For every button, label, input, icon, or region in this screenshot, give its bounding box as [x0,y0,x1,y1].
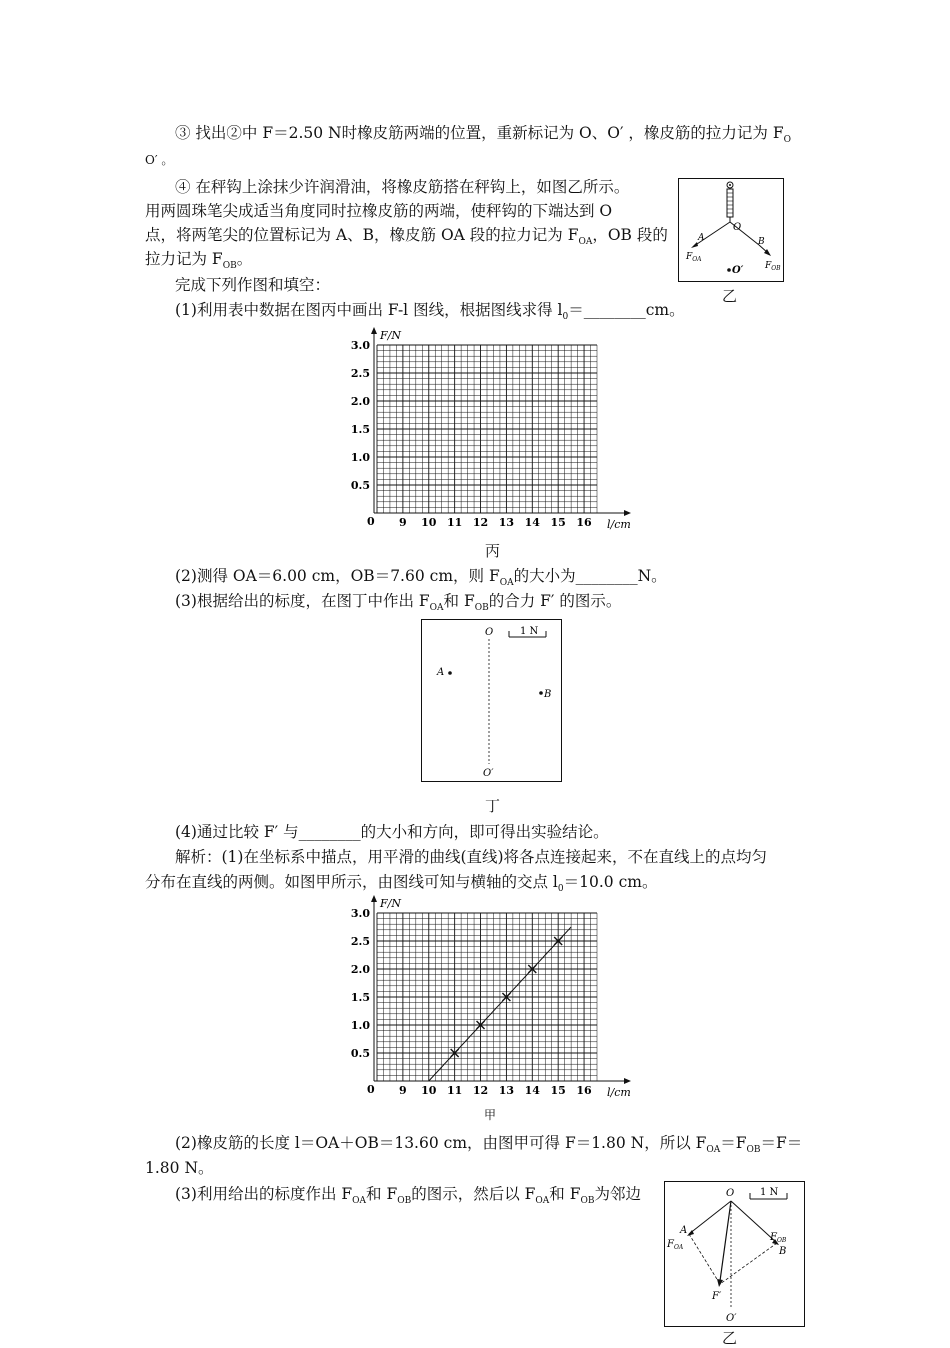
label-Fprime: F′ [712,1291,722,1302]
origin-label: 0 [367,1083,375,1096]
figure-ding [421,619,562,782]
label-A: A [437,667,445,678]
x-tick-label: 14 [524,1084,540,1097]
text-line: ＝________cm。 [568,301,685,319]
grid [377,345,597,513]
x-axis-arrow [624,1078,631,1084]
text-line: (2)橡皮筋的长度 l＝OA＋OB＝13.60 cm，由图甲可得 F＝1.80 N，所以 F [175,1134,707,1152]
x-tick-label: 9 [399,516,407,529]
text-line: 点，将两笔尖的位置标记为 A、B，橡皮筋 OA 段的拉力记为 F [145,226,579,244]
label-FOA: $F_{OA}$ [667,1239,684,1251]
y-axis-arrow [371,327,377,334]
solution-1: 解析：(1)在坐标系中描点，用平滑的曲线(直线)将各点连接起来，不在直线上的点均匀 [175,848,768,866]
y-tick-label: 2.5 [350,367,370,380]
x-tick-label: 14 [524,516,540,529]
text-line: 拉力记为 F [145,250,223,268]
label-O: O [733,222,742,233]
figure-yi-top [678,178,784,282]
question-2 [175,566,667,593]
text-line: ＝F [720,1134,747,1152]
y-tick-label: 1.0 [350,451,370,464]
solution-3 [175,1184,641,1211]
y-tick-label: 2.0 [350,963,370,976]
label-Oprime: O′ [483,768,494,779]
figure-yi-bottom [664,1181,805,1327]
label-B: B [758,237,765,247]
subscript: OA [535,1196,550,1207]
scale-label: 1 N [760,1187,779,1198]
x-axis-label: l/cm [607,1086,631,1099]
para-step4-line4 [145,249,252,276]
x-axis-label: l/cm [607,518,631,531]
subscript: OA [706,1145,721,1156]
text-line: 的合力 F′ 的图示。 [488,592,622,610]
label-FOB: $F_{OB}$ [765,261,781,272]
label-B: B [544,689,552,700]
subscript: OB [397,1196,412,1207]
text-line: (2)测得 OA＝6.00 cm，OB＝7.60 cm，则 F [175,567,500,585]
y-tick-label: 1.5 [350,991,370,1004]
para-step4-line2: 用两圆珠笔尖成适当角度同时拉橡皮筋的两端，使秤钩的下端达到 O [145,202,613,220]
text-line: 的图示，然后以 F [411,1185,536,1203]
subscript: OB [474,603,489,614]
caption-bing: 丙 [485,542,501,560]
subscript: OB [222,261,237,272]
y-tick-label: 2.5 [350,935,370,948]
x-tick-label: 10 [421,516,437,529]
para-step4: ④ 在秤钩上涂抹少许润滑油，将橡皮筋搭在秤钩上，如图乙所示。 [175,178,630,196]
scale-label: 1 N [520,626,539,637]
x-tick-label: 16 [576,1084,592,1097]
text-line: (1)利用表中数据在图丙中画出 F-l 图线，根据图线求得 l [175,301,563,319]
label-Oprime: O′ [726,1313,737,1324]
label-FOB: $F_{OB}$ [770,1232,787,1244]
point-A [448,671,452,675]
x-tick-label: 15 [550,1084,566,1097]
x-tick-label: 12 [472,516,489,529]
x-tick-label: 13 [498,516,515,529]
x-tick-label: 15 [550,516,566,529]
graph-bing-svg [345,325,645,535]
y-axis-label: F/N [380,329,401,342]
label-A: A [698,233,705,243]
x-tick-label: 10 [421,1084,437,1097]
text-line: ＝10.0 cm。 [563,873,658,891]
subscript: O [783,135,791,146]
para-task: 完成下列作图和填空： [175,276,331,294]
subscript: OA [429,603,444,614]
y-tick-label: 3.0 [350,907,370,920]
graph-jia [345,893,645,1103]
graph-jia-svg [345,893,645,1103]
x-tick-label: 11 [446,1084,463,1097]
label-A: A [680,1225,688,1236]
text-line: ＝F＝ [760,1134,803,1152]
text-line: 和 F [366,1185,398,1203]
subscript: 0 [557,884,564,895]
graph-bing [345,325,645,535]
y-axis-label: F/N [380,897,401,910]
text-line: ③ 找出②中 F＝2.50 N时橡皮筋两端的位置，重新标记为 O、O′ ，橡皮筋的拉力记为 F [175,124,784,142]
question-1 [175,300,685,327]
caption-ding: 丁 [485,797,501,815]
para-step3 [175,123,791,150]
text-line: 和 F [443,592,475,610]
y-tick-label: 1.5 [350,423,370,436]
solution-2 [175,1133,802,1160]
text-line: 的大小为________N。 [513,567,667,585]
text-line: ，OB 段的 [592,226,668,244]
caption-yi-bottom: 乙 [722,1329,738,1347]
subscript: OA [499,578,514,589]
x-tick-label: 9 [399,1084,407,1097]
subscript: 0 [562,312,569,323]
caption-jia: 甲 [484,1108,497,1122]
label-Oprime: O′ [732,265,744,276]
text-line: 和 F [549,1185,581,1203]
subscript: OA [352,1196,367,1207]
text-line: 为邻边 [594,1185,641,1203]
text-line: (3)利用给出的标度作出 F [175,1185,353,1203]
y-tick-label: 2.0 [350,395,370,408]
subscript: OB [746,1145,761,1156]
text-line: (3)根据给出的标度，在图丁中作出 F [175,592,430,610]
y-axis-arrow [371,895,377,902]
label-B: B [779,1246,787,1257]
question-4: (4)通过比较 F′ 与________的大小和方向，即可得出实验结论。 [175,823,609,841]
x-tick-label: 16 [576,516,592,529]
x-tick-label: 11 [446,516,463,529]
question-3 [175,591,621,618]
text-line: 。 [236,250,253,268]
x-tick-label: 13 [498,1084,515,1097]
x-tick-label: 12 [472,1084,489,1097]
y-tick-label: 0.5 [350,1047,370,1060]
label-FOA: $F_{OA}$ [686,252,702,263]
subscript: OB [580,1196,595,1207]
caption-yi-top: 乙 [722,287,738,305]
solution-2-cont: 1.80 N。 [145,1159,214,1177]
y-tick-label: 0.5 [350,479,370,492]
text-line: 分布在直线的两侧。如图甲所示，由图线可知与横轴的交点 l [145,873,558,891]
para-step3-cont: O′ 。 [145,153,174,167]
origin-label: 0 [367,515,375,528]
x-axis-arrow [624,510,631,516]
y-tick-label: 3.0 [350,339,370,352]
label-O: O [485,627,494,638]
grid [377,913,597,1081]
subscript: OA [578,237,593,248]
y-tick-label: 1.0 [350,1019,370,1032]
point-B [539,691,543,695]
label-O: O [726,1188,735,1199]
